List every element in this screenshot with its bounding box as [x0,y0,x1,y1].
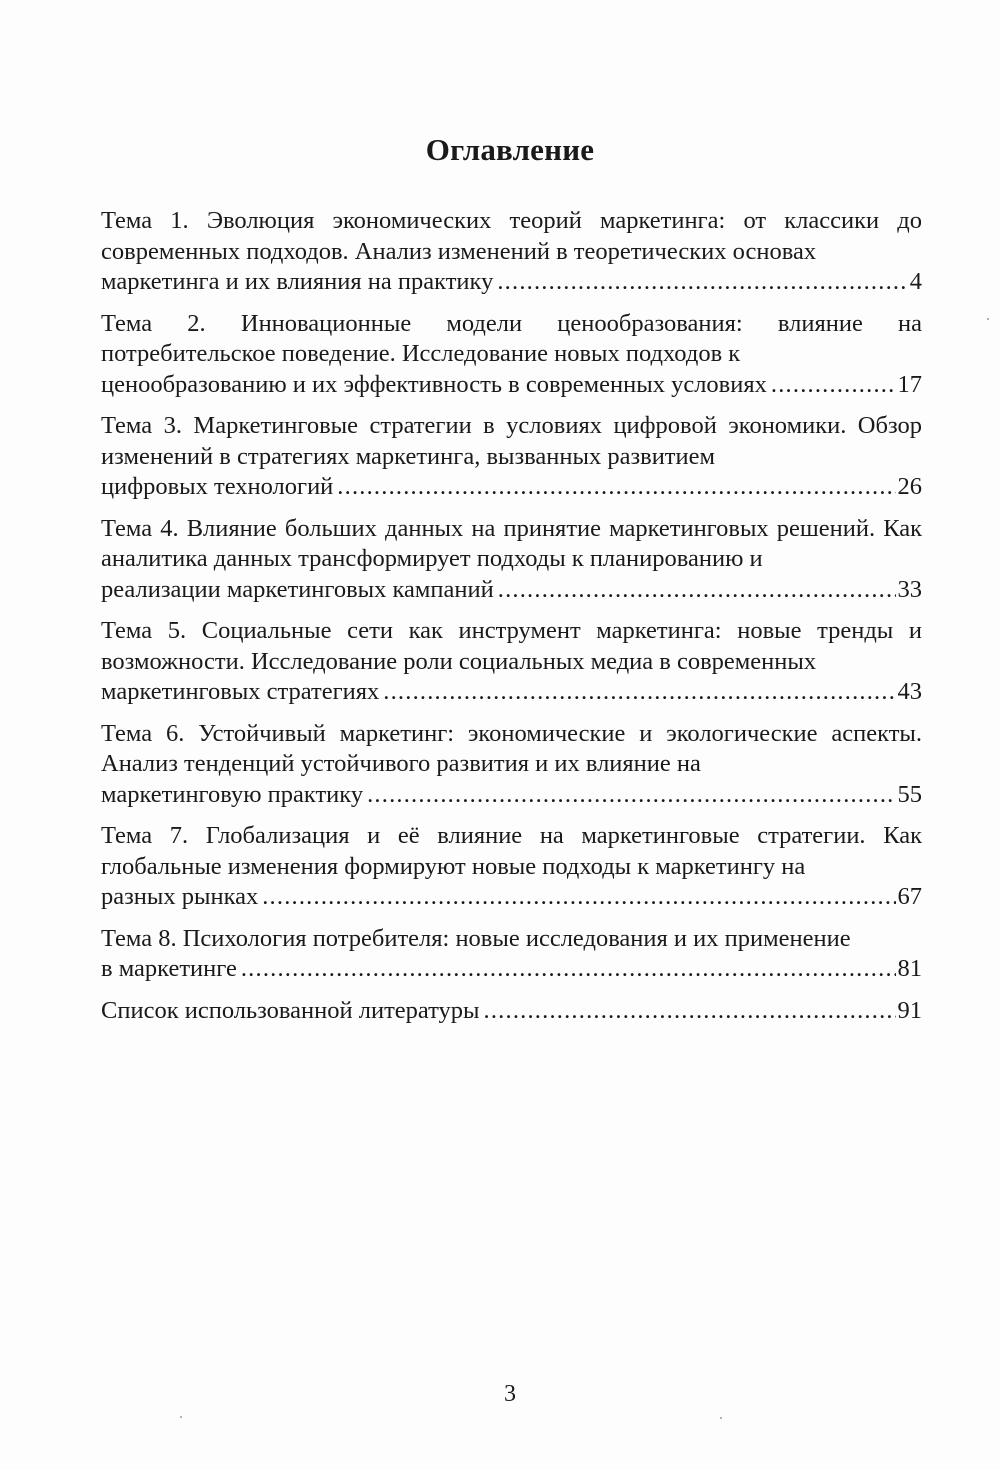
toc-entry-text: Тема 2. Инновационные модели ценообразования: влияние на потребительское поведение. Исследование новых подходов к [101,309,922,367]
toc-page-number: 91 [897,996,922,1024]
dot-leader [497,267,907,298]
toc-entry-topic-3[interactable] [101,411,922,503]
toc-entry-text-end: маркетинга и их влияния на практику [101,268,494,295]
toc-page-number: 26 [897,473,922,500]
toc-page-number: 43 [897,678,922,705]
toc-entry-topic-2[interactable] [101,309,922,401]
dot-leader [484,996,896,1027]
toc-entry-last-line [101,472,922,503]
toc-entry-text-end: Список использованной литературы [101,996,480,1024]
toc-entry-text-end: маркетинговую практику [101,780,364,808]
dot-leader [383,677,895,708]
scan-speck [180,1416,182,1418]
dot-leader [498,575,896,606]
toc-page-number: 17 [897,370,922,398]
toc-entry-bibliography[interactable] [101,996,922,1027]
toc-entry-text-end: ценообразованию и их эффективность в современных условиях [101,370,767,398]
toc-page-number: 4 [909,268,922,295]
toc-entry-text-end: реализации маркетинговых кампаний [101,575,494,603]
toc-entry-text: Тема 3. Маркетинговые стратегии в условиях цифровой экономики. Обзор изменений в стратегиях маркетинга, вызванных развитием [101,412,922,470]
table-of-contents [101,206,922,1037]
dot-leader [337,472,895,503]
toc-entry-text: Тема 1. Эволюция экономических теорий маркетинга: от классики до современных подходов. Анализ изменений в теоретических основах [101,207,922,265]
toc-entry-text: Тема 8. Психология потребителя: новые исследования и их применение [101,924,851,952]
toc-page-number: 33 [897,575,922,603]
toc-entry-topic-8[interactable] [101,924,922,985]
toc-entry-topic-6[interactable] [101,719,922,811]
toc-entry-text-end: цифровых технологий [101,473,334,500]
dot-leader [241,954,896,985]
toc-entry-last-line [101,780,922,811]
toc-entry-last-line [101,370,922,401]
dot-leader [771,370,896,401]
dot-leader [262,882,895,913]
toc-entry-last-line [101,677,922,708]
toc-entry-last-line [101,954,922,985]
toc-page-number: 81 [897,955,922,982]
scan-speck [720,1417,722,1419]
page-title: Оглавление [425,132,595,167]
toc-entry-last-line [101,882,922,913]
toc-entry-text: Тема 4. Влияние больших данных на принятие маркетинговых решений. Как аналитика данных трансформирует подходы к планированию и [101,514,922,572]
toc-entry-last-line [101,996,922,1027]
toc-entry-topic-5[interactable] [101,616,922,708]
toc-entry-text: Тема 5. Социальные сети как инструмент маркетинга: новые тренды и возможности. Исследование роли социальных медиа в современных [101,617,922,675]
toc-entry-text: Тема 7. Глобализация и её влияние на маркетинговые стратегии. Как глобальные изменения формируют новые подходы к маркетингу на [101,822,922,880]
dot-leader [367,780,895,811]
toc-entry-topic-4[interactable] [101,514,922,606]
toc-entry-text-end: в маркетинге [101,955,237,982]
toc-entry-topic-1[interactable] [101,206,922,298]
scan-speck [987,318,989,320]
toc-entry-last-line [101,575,922,606]
toc-page-number: 55 [897,780,922,808]
toc-entry-text-end: маркетинговых стратегиях [101,678,380,705]
toc-entry-text-end: разных рынках [101,883,259,910]
toc-entry-topic-7[interactable] [101,821,922,913]
toc-entry-text: Тема 6. Устойчивый маркетинг: экономические и экологические аспекты. Анализ тенденций устойчивого развития и их влияние на [101,719,922,777]
toc-entry-last-line [101,267,922,298]
page-number-footer: 3 [504,1381,516,1407]
toc-page-number: 67 [897,883,922,910]
